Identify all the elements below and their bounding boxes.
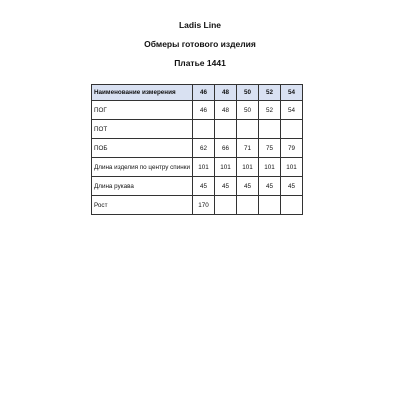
- cell-value: 101: [259, 158, 281, 177]
- header-size: 54: [281, 85, 303, 101]
- row-label: Рост: [92, 196, 193, 215]
- cell-value: 101: [237, 158, 259, 177]
- table-row: [92, 139, 303, 158]
- cell-value: 71: [237, 139, 259, 158]
- cell-value: 101: [193, 158, 215, 177]
- cell-value: 66: [215, 139, 237, 158]
- cell-value: [259, 196, 281, 215]
- cell-value: 52: [259, 101, 281, 120]
- document-title: Обмеры готового изделия: [144, 39, 256, 49]
- header-measurement-name: Наименование измерения: [92, 85, 193, 101]
- cell-value: [281, 196, 303, 215]
- cell-value: [193, 120, 215, 139]
- cell-value: [215, 196, 237, 215]
- table-row: [92, 196, 303, 215]
- table-row: [92, 120, 303, 139]
- row-label: Длина изделия по центру спинки: [92, 158, 193, 177]
- cell-value: 62: [193, 139, 215, 158]
- row-label: ПОТ: [92, 120, 193, 139]
- cell-value: 170: [193, 196, 215, 215]
- cell-value: 48: [215, 101, 237, 120]
- cell-value: 45: [281, 177, 303, 196]
- row-label: ПОБ: [92, 139, 193, 158]
- table-row: [92, 177, 303, 196]
- cell-value: 101: [215, 158, 237, 177]
- cell-value: [237, 120, 259, 139]
- cell-value: [259, 120, 281, 139]
- cell-value: [281, 120, 303, 139]
- cell-value: 75: [259, 139, 281, 158]
- header-size: 50: [237, 85, 259, 101]
- cell-value: 50: [237, 101, 259, 120]
- cell-value: 45: [237, 177, 259, 196]
- header-size: 46: [193, 85, 215, 101]
- brand-name: Ladis Line: [178, 20, 222, 30]
- cell-value: 45: [193, 177, 215, 196]
- row-label: ПОГ: [92, 101, 193, 120]
- cell-value: 101: [281, 158, 303, 177]
- header-size: 52: [259, 85, 281, 101]
- row-label: Длина рукава: [92, 177, 193, 196]
- table-row: [92, 101, 303, 120]
- table-row: [92, 158, 303, 177]
- table-header-row: [92, 85, 303, 101]
- cell-value: 54: [281, 101, 303, 120]
- cell-value: [237, 196, 259, 215]
- product-name: Платье 1441: [174, 58, 226, 68]
- cell-value: 45: [259, 177, 281, 196]
- header-size: 48: [215, 85, 237, 101]
- cell-value: 46: [193, 101, 215, 120]
- cell-value: [215, 120, 237, 139]
- cell-value: 79: [281, 139, 303, 158]
- measurements-table: [91, 84, 303, 215]
- cell-value: 45: [215, 177, 237, 196]
